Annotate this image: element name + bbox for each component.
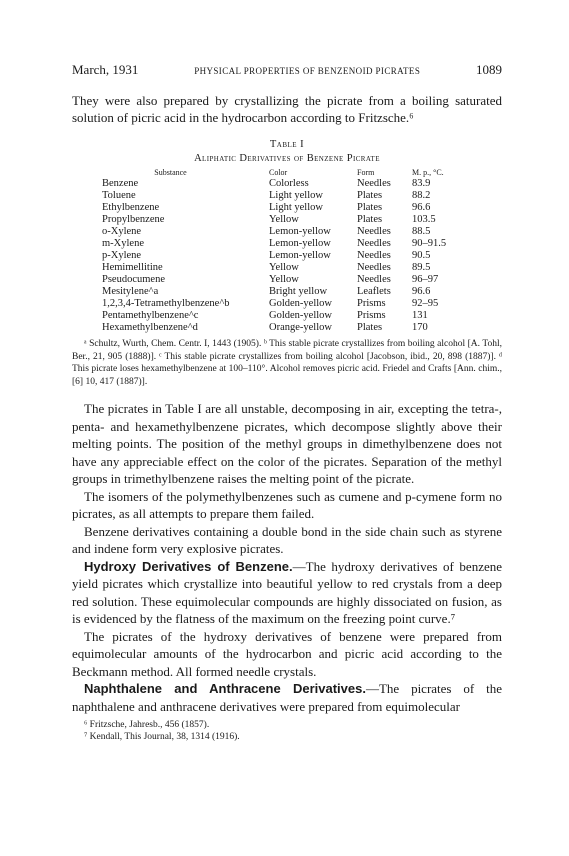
paragraph: The picrates in Table I are all unstable, decomposing in air, excepting the tetra-, penta- and hexamethylbenzene picrates, which decompose slightly above their melting points. The position of the methyl groups in dimethylbenzene does not have any appreciable effect on the color of the picrates. Separation of the methyl groups in trimethylbenzene raises the melting point of the picrate. — [72, 401, 502, 486]
paragraph-text: —The picrates of the naphthalene and anthracene derivatives were prepared from equimolecular — [72, 681, 503, 714]
form-cell: Plates — [357, 202, 383, 213]
substance-cell: Toluene — [102, 190, 136, 201]
melting-point-cell: 170 — [412, 322, 428, 333]
column-header: Color — [269, 168, 288, 177]
form-cell: Needles — [357, 274, 391, 285]
table-row — [72, 298, 472, 310]
substance-cell: 1,2,3,4-Tetramethylbenzene^b — [102, 298, 230, 309]
form-cell: Needles — [357, 238, 391, 249]
table-row — [72, 262, 472, 274]
footnote: ⁷ Kendall, This Journal, 38, 1314 (1916). — [84, 732, 240, 742]
form-cell: Needles — [357, 262, 391, 273]
paragraph-text: —The hydroxy derivatives of benzene yield picrates which crystallize into beautiful yellow to red crystals from a deep red solution. These equimolecular compounds are highly dissociated on fusion, as is evidenced by the flatness of the maximum on the freezing point curve.⁷ — [72, 558, 503, 626]
paragraph — [72, 558, 502, 628]
color-cell: Light yellow — [269, 202, 323, 213]
table-row — [72, 238, 472, 250]
table-row — [72, 226, 472, 238]
substance-cell: Hemimellitine — [102, 262, 163, 273]
header-title: PHYSICAL PROPERTIES OF BENZENOID PICRATES — [194, 66, 421, 76]
color-cell: Yellow — [269, 262, 299, 273]
melting-point-cell: 90–91.5 — [412, 238, 447, 249]
paragraph: The picrates of the hydroxy derivatives of benzene were prepared from equimolecular amounts of the hydrocarbon and picric acid according to the Beckmann method. All formed needle crystals. — [72, 628, 502, 679]
form-cell: Plates — [357, 214, 383, 225]
column-header: Form — [357, 168, 375, 177]
page-footnotes — [72, 719, 502, 743]
table-row — [72, 310, 472, 322]
column-header: Substance — [154, 168, 187, 177]
substance-cell: Propylbenzene — [102, 214, 165, 225]
paragraph: The isomers of the polymethylbenzenes such as cumene and p-cymene form no picrates, as all attempts to prepare them failed. — [72, 488, 502, 521]
substance-cell: Benzene — [102, 178, 139, 189]
color-cell: Lemon-yellow — [269, 226, 331, 237]
section-heading: Naphthalene and Anthracene Derivatives. — [84, 681, 366, 696]
page — [72, 62, 502, 743]
substance-cell: Ethylbenzene — [102, 202, 160, 213]
color-cell: Yellow — [269, 274, 299, 285]
footnote: ⁶ Fritzsche, Jahresb., 456 (1857). — [84, 720, 210, 730]
melting-point-cell: 83.9 — [412, 178, 431, 189]
color-cell: Colorless — [269, 178, 309, 189]
table-row — [72, 190, 472, 202]
color-cell: Golden-yellow — [269, 298, 332, 309]
page-number: 1089 — [476, 62, 502, 77]
melting-point-cell: 90.5 — [412, 250, 431, 261]
melting-point-cell: 88.2 — [412, 190, 431, 201]
paragraph: Benzene derivatives containing a double bond in the side chain such as styrene and indene form very explosive picrates. — [72, 523, 502, 556]
melting-point-cell: 103.5 — [412, 214, 436, 225]
table-body — [72, 178, 472, 334]
form-cell: Plates — [357, 190, 383, 201]
paragraph — [72, 680, 502, 715]
table-row — [72, 250, 472, 262]
substance-cell: m-Xylene — [102, 238, 144, 249]
melting-point-cell: 92–95 — [412, 298, 439, 309]
intro-paragraph: They were also prepared by crystallizing the picrate from a boiling saturated solution of picric acid in the hydrocarbon according to Fritzsche.⁶ — [72, 93, 502, 125]
color-cell: Lemon-yellow — [269, 238, 331, 249]
table-label: Table I — [269, 139, 305, 150]
color-cell: Bright yellow — [269, 286, 328, 297]
column-header: M. p., °C. — [412, 168, 444, 177]
table-footnotes: ᵃ Schultz, Wurth, Chem. Centr. I, 1443 (1905). ᵇ This stable picrate crystallizes from boiling alcohol [A. Tohl, Ber., 21, 905 (1888)]. ᶜ This stable picrate crystallizes from boiling alcohol [Jacobson, ibid., 20, 898 (1887)]. ᵈ This picrate loses hexamethylbenzene at 100–110°. Alcohol removes picric acid. Friedel and Crafts [Ann. chim., [6] 10, 417 (1887)]. — [72, 339, 502, 387]
substance-cell: Pseudocumene — [102, 274, 165, 285]
substance-cell: o-Xylene — [102, 226, 142, 237]
color-cell: Lemon-yellow — [269, 250, 331, 261]
table-caption: Aliphatic Derivatives of Benzene Picrate — [194, 153, 380, 164]
table-heading — [72, 138, 502, 166]
melting-point-cell: 96.6 — [412, 202, 431, 213]
substance-cell: Mesitylene^a — [102, 286, 159, 297]
form-cell: Prisms — [357, 310, 386, 321]
color-cell: Yellow — [269, 214, 299, 225]
running-header — [72, 62, 502, 80]
form-cell: Leaflets — [357, 286, 391, 297]
table-row — [72, 274, 472, 286]
form-cell: Needles — [357, 178, 391, 189]
body-text — [72, 400, 502, 715]
substance-cell: Hexamethylbenzene^d — [102, 322, 198, 333]
table-row — [72, 286, 472, 298]
form-cell: Prisms — [357, 298, 386, 309]
melting-point-cell: 88.5 — [412, 226, 431, 237]
table-row — [72, 214, 472, 226]
melting-point-cell: 96.6 — [412, 286, 431, 297]
color-cell: Light yellow — [269, 190, 323, 201]
table-row — [72, 202, 472, 214]
form-cell: Plates — [357, 322, 383, 333]
table-header-row — [72, 167, 472, 178]
melting-point-cell: 89.5 — [412, 262, 431, 273]
color-cell: Golden-yellow — [269, 310, 332, 321]
table-row — [72, 322, 472, 334]
table-row — [72, 178, 472, 190]
form-cell: Needles — [357, 250, 391, 261]
melting-point-cell: 131 — [412, 310, 428, 321]
section-heading: Hydroxy Derivatives of Benzene. — [84, 558, 293, 574]
picrate-table — [72, 167, 472, 334]
color-cell: Orange-yellow — [269, 322, 332, 333]
form-cell: Needles — [357, 226, 391, 237]
header-date: March, 1931 — [72, 62, 139, 77]
substance-cell: p-Xylene — [102, 250, 142, 261]
melting-point-cell: 96–97 — [412, 274, 439, 285]
substance-cell: Pentamethylbenzene^c — [102, 310, 199, 321]
